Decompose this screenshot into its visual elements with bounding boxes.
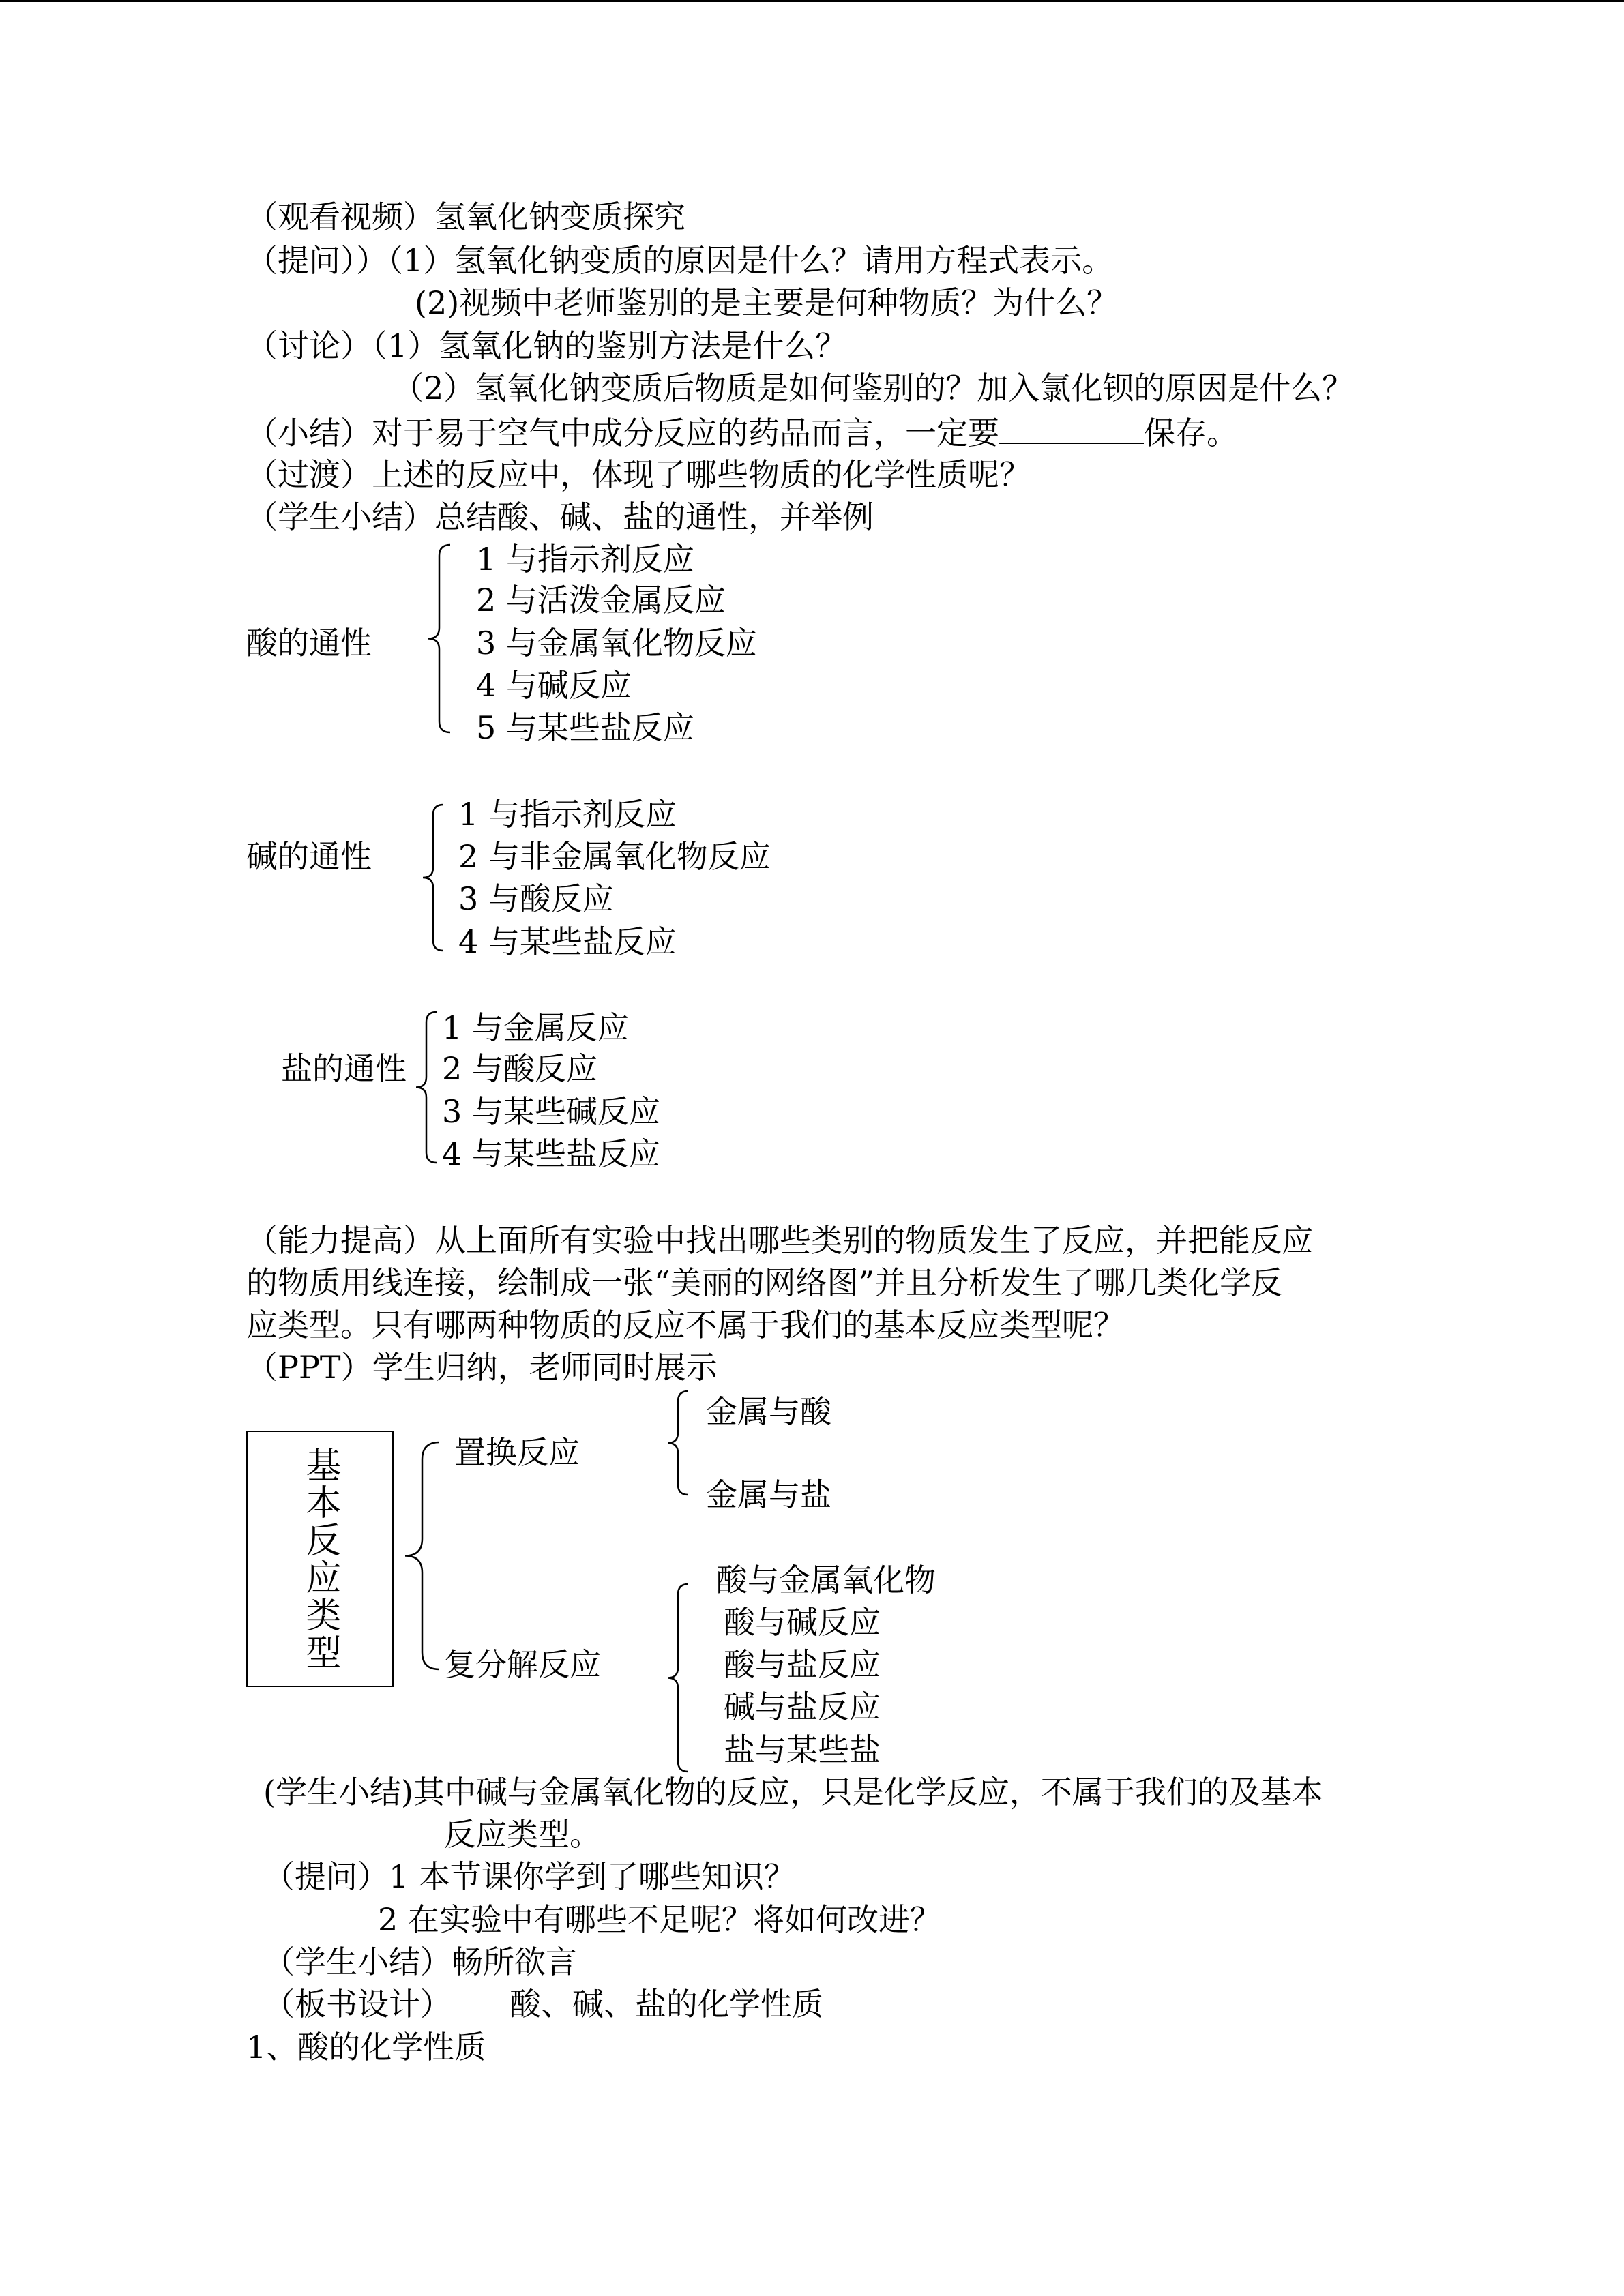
question-line-1: （提问））（1）氢氧化钠变质的原因是什么？请用方程式表示。 <box>246 242 1114 279</box>
video-line: （观看视频）氢氧化钠变质探究 <box>246 198 685 235</box>
double-decomposition-item: 盐与某些盐 <box>724 1731 881 1768</box>
board-design-label: （板书设计） <box>263 1986 452 2023</box>
double-decomposition-item: 酸与碱反应 <box>724 1604 881 1641</box>
closing-question-line-2: 2 在实验中有哪些不足呢？将如何改进？ <box>378 1901 941 1938</box>
summary-prefix: （小结）对于易于空气中成分反应的药品而言，一定要 <box>246 415 999 451</box>
salt-item: 1 与金属反应 <box>442 1009 629 1046</box>
double-decomposition-item: 碱与盐反应 <box>724 1688 881 1725</box>
closing-question-line-1: （提问）1 本节课你学到了哪些知识？ <box>263 1858 795 1895</box>
summary-suffix: 保存。 <box>1144 415 1238 451</box>
closing-summary-line-1: (学生小结)其中碱与金属氧化物的反应，只是化学反应，不属于我们的及基本 <box>263 1774 1323 1810</box>
double-decomposition-brace <box>668 1584 688 1772</box>
base-label: 碱的通性 <box>246 838 372 875</box>
acid-item: 2 与活泼金属反应 <box>476 582 726 618</box>
closing-summary-line-2: 反应类型。 <box>444 1816 601 1853</box>
displacement-label: 置换反应 <box>454 1434 580 1471</box>
fill-in-blank <box>999 413 1144 444</box>
acid-item: 3 与金属氧化物反应 <box>476 625 757 661</box>
reaction-types-box <box>246 1431 394 1687</box>
acid-item: 1 与指示剂反应 <box>476 541 694 578</box>
summary-line <box>246 413 1238 451</box>
salt-brace <box>416 1012 437 1163</box>
salt-item: 4 与某些盐反应 <box>442 1135 660 1172</box>
ability-paragraph-line: 应类型。只有哪两种物质的反应不属于我们的基本反应类型呢？ <box>246 1307 1125 1343</box>
reaction-types-title: 基本反应类型 <box>299 1446 340 1671</box>
question-line-2: (2)视频中老师鉴别的是主要是何种物质？为什么？ <box>415 284 1119 321</box>
transition-line: （过渡）上述的反应中，体现了哪些物质的化学性质呢？ <box>246 456 1031 493</box>
closing-summary-2: （学生小结）畅所欲言 <box>263 1943 577 1980</box>
displacement-brace <box>668 1391 688 1495</box>
board-design-title: 酸、碱、盐的化学性质 <box>510 1986 823 2023</box>
salt-label: 盐的通性 <box>281 1050 407 1087</box>
double-decomposition-item: 酸与金属氧化物 <box>716 1562 936 1598</box>
acid-item: 5 与某些盐反应 <box>476 709 694 746</box>
double-decomposition-item: 酸与盐反应 <box>724 1646 881 1683</box>
base-item: 4 与某些盐反应 <box>458 923 677 960</box>
section-heading-acid: 1、酸的化学性质 <box>246 2029 486 2066</box>
ppt-line: （PPT）学生归纳，老师同时展示 <box>246 1349 718 1386</box>
acid-item: 4 与碱反应 <box>476 667 632 704</box>
base-item: 1 与指示剂反应 <box>458 796 677 833</box>
ability-paragraph-line: （能力提高）从上面所有实验中找出哪些类别的物质发生了反应，并把能反应 <box>246 1222 1313 1259</box>
acid-label: 酸的通性 <box>246 625 372 661</box>
displacement-item: 金属与酸 <box>706 1393 831 1430</box>
base-item: 3 与酸反应 <box>458 880 614 917</box>
displacement-item: 金属与盐 <box>706 1476 831 1513</box>
double-decomposition-label: 复分解反应 <box>444 1646 601 1683</box>
salt-item: 3 与某些碱反应 <box>442 1093 660 1130</box>
base-brace <box>423 805 443 951</box>
reaction-types-brace <box>405 1442 439 1669</box>
acid-brace <box>428 545 450 732</box>
student-summary-line: （学生小结）总结酸、碱、盐的通性，并举例 <box>246 498 874 535</box>
page-top-border <box>0 0 1624 2</box>
ability-paragraph-line: 的物质用线连接，绘制成一张“美丽的网络图”并且分析发生了哪几类化学反 <box>246 1264 1283 1301</box>
discussion-line-1: （讨论）（1）氢氧化钠的鉴别方法是什么？ <box>246 327 847 364</box>
salt-item: 2 与酸反应 <box>442 1050 597 1087</box>
discussion-line-2: （2）氢氧化钠变质后物质是如何鉴别的？加入氯化钡的原因是什么？ <box>392 370 1354 406</box>
base-item: 2 与非金属氧化物反应 <box>458 838 771 875</box>
